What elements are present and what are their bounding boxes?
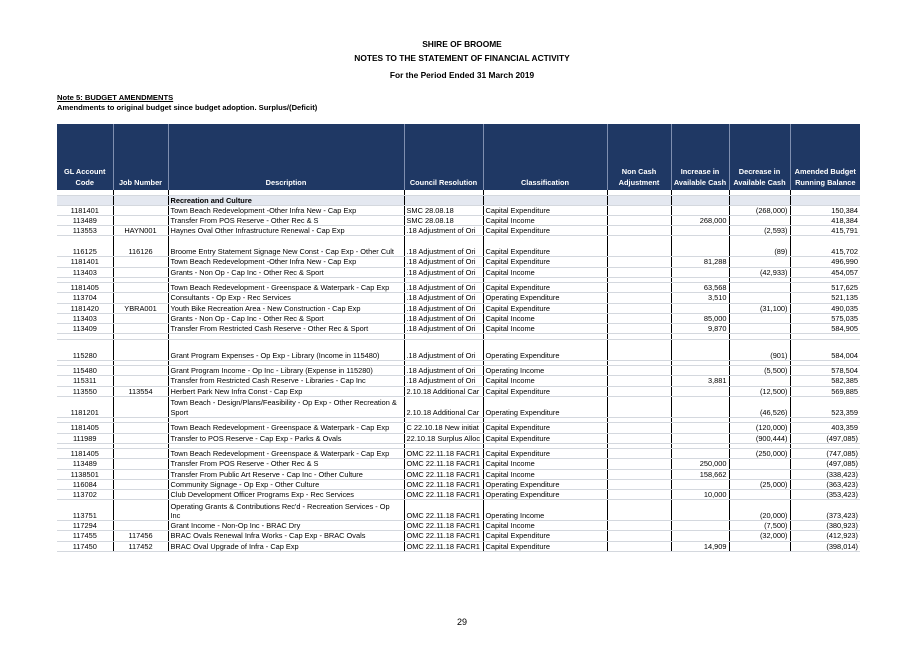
increase-cell: 3,510 — [671, 293, 729, 303]
non-cash-cell — [607, 396, 671, 417]
non-cash-cell — [607, 490, 671, 500]
balance-cell: (747,085) — [790, 449, 860, 459]
job-number-cell — [113, 396, 168, 417]
table-row — [57, 205, 860, 215]
table-row — [57, 257, 860, 267]
decrease-cell: (2,593) — [729, 226, 790, 236]
job-number-cell — [113, 459, 168, 469]
job-number-cell — [113, 376, 168, 386]
table-row — [57, 531, 860, 541]
decrease-cell: (46,526) — [729, 396, 790, 417]
table-row — [57, 339, 860, 360]
classification-cell: Operating Expenditure — [483, 479, 607, 489]
decrease-cell — [729, 490, 790, 500]
increase-cell: 158,662 — [671, 469, 729, 479]
decrease-cell — [729, 283, 790, 293]
col-description: Description — [168, 124, 404, 190]
gl-account-cell: 113403 — [57, 267, 113, 277]
non-cash-cell — [607, 236, 671, 257]
col-non-cash: Non Cash Adjustment — [607, 124, 671, 190]
balance-cell: 454,057 — [790, 267, 860, 277]
non-cash-cell — [607, 500, 671, 521]
job-number-cell — [113, 257, 168, 267]
balance-cell: 582,385 — [790, 376, 860, 386]
increase-cell — [671, 267, 729, 277]
increase-cell — [671, 396, 729, 417]
job-number-cell — [113, 313, 168, 323]
increase-cell — [671, 433, 729, 443]
decrease-cell: (31,100) — [729, 303, 790, 313]
increase-cell: 10,000 — [671, 490, 729, 500]
classification-cell: Capital Income — [483, 459, 607, 469]
council-resolution-cell: OMC 22.11.18 FACR1 — [404, 541, 483, 551]
council-resolution-cell: OMC 22.11.18 FACR1 — [404, 490, 483, 500]
description-cell: Haynes Oval Other Infrastructure Renewal - Cap Exp — [168, 226, 404, 236]
balance-cell: 575,035 — [790, 313, 860, 323]
council-resolution-cell: SMC 28.08.18 — [404, 215, 483, 225]
non-cash-cell — [607, 459, 671, 469]
job-number-cell: 117452 — [113, 541, 168, 551]
increase-cell: 268,000 — [671, 215, 729, 225]
increase-cell — [671, 531, 729, 541]
increase-cell — [671, 423, 729, 433]
balance-cell: 496,990 — [790, 257, 860, 267]
job-number-cell — [113, 433, 168, 443]
description-cell: Grants - Non Op - Cap Inc - Other Rec & Sport — [168, 313, 404, 323]
description-cell: Town Beach - Design/Plans/Feasibility - Op Exp - Other Recreation & Sport — [168, 396, 404, 417]
gl-account-cell: 113489 — [57, 215, 113, 225]
table-row — [57, 469, 860, 479]
gl-account-cell: 115480 — [57, 366, 113, 376]
table-row — [57, 386, 860, 396]
balance-cell: 569,885 — [790, 386, 860, 396]
balance-cell: 490,035 — [790, 303, 860, 313]
description-cell: Town Beach Redevelopment - Greenspace & Waterpark - Cap Exp — [168, 283, 404, 293]
balance-cell: (373,423) — [790, 500, 860, 521]
section-row — [57, 195, 860, 205]
description-cell: Transfer From POS Reserve - Other Rec & S — [168, 215, 404, 225]
classification-cell: Operating Expenditure — [483, 490, 607, 500]
non-cash-cell — [607, 541, 671, 551]
classification-cell: Capital Income — [483, 376, 607, 386]
council-resolution-cell: .18 Adjustment of Ori — [404, 366, 483, 376]
council-resolution-cell: .18 Adjustment of Ori — [404, 257, 483, 267]
job-number-cell — [113, 423, 168, 433]
description-cell: Youth Bike Recreation Area - New Construction - Cap Exp — [168, 303, 404, 313]
description-cell: Transfer From POS Reserve - Other Rec & S — [168, 459, 404, 469]
classification-cell: Operating Income — [483, 500, 607, 521]
table-row — [57, 521, 860, 531]
classification-cell: Capital Expenditure — [483, 386, 607, 396]
table-row — [57, 324, 860, 334]
decrease-cell: (7,500) — [729, 521, 790, 531]
gl-account-cell: 113403 — [57, 313, 113, 323]
classification-cell: Capital Income — [483, 521, 607, 531]
classification-cell: Operating Expenditure — [483, 396, 607, 417]
balance-cell: (353,423) — [790, 490, 860, 500]
job-number-cell — [113, 469, 168, 479]
job-number-cell — [113, 479, 168, 489]
classification-cell: Capital Expenditure — [483, 423, 607, 433]
col-classification: Classification — [483, 124, 607, 190]
note-heading-text: Note 5: BUDGET AMENDMENTS — [57, 93, 174, 102]
classification-cell: Operating Expenditure — [483, 339, 607, 360]
balance-cell: 584,905 — [790, 324, 860, 334]
council-resolution-cell: .18 Adjustment of Ori — [404, 313, 483, 323]
non-cash-cell — [607, 283, 671, 293]
job-number-cell: YBRA001 — [113, 303, 168, 313]
council-resolution-cell: .18 Adjustment of Ori — [404, 293, 483, 303]
table-row — [57, 541, 860, 551]
non-cash-cell — [607, 386, 671, 396]
increase-cell — [671, 479, 729, 489]
gl-account-cell: 1181405 — [57, 283, 113, 293]
description-cell: Town Beach Redevelopment -Other Infra New - Cap Exp — [168, 205, 404, 215]
non-cash-cell — [607, 339, 671, 360]
gl-account-cell: 1138501 — [57, 469, 113, 479]
non-cash-cell — [607, 303, 671, 313]
decrease-cell: (901) — [729, 339, 790, 360]
balance-cell: 517,625 — [790, 283, 860, 293]
council-resolution-cell: OMC 22.11.18 FACR1 — [404, 479, 483, 489]
description-cell: Grant Income - Non-Op Inc - BRAC Dry — [168, 521, 404, 531]
description-cell: Club Development Officer Programs Exp - Rec Services — [168, 490, 404, 500]
table-row — [57, 433, 860, 443]
decrease-cell: (42,933) — [729, 267, 790, 277]
gl-account-cell: 1181405 — [57, 449, 113, 459]
col-balance: Amended Budget Running Balance — [790, 124, 860, 190]
job-number-cell — [113, 205, 168, 215]
job-number-cell — [113, 521, 168, 531]
balance-cell: 150,384 — [790, 205, 860, 215]
table-header-row — [57, 124, 860, 190]
classification-cell: Capital Income — [483, 313, 607, 323]
balance-cell: 578,504 — [790, 366, 860, 376]
classification-cell: Capital Expenditure — [483, 449, 607, 459]
gl-account-cell: 113409 — [57, 324, 113, 334]
job-number-cell — [113, 283, 168, 293]
table-row — [57, 376, 860, 386]
council-resolution-cell: 2.10.18 Additional Car — [404, 386, 483, 396]
balance-cell: (363,423) — [790, 479, 860, 489]
classification-cell: Capital Expenditure — [483, 205, 607, 215]
increase-cell — [671, 449, 729, 459]
gl-account-cell: 115311 — [57, 376, 113, 386]
decrease-cell: (25,000) — [729, 479, 790, 489]
description-cell: Broome Entry Statement Signage New Const - Cap Exp - Other Cult — [168, 236, 404, 257]
increase-cell — [671, 236, 729, 257]
classification-cell: Capital Expenditure — [483, 531, 607, 541]
non-cash-cell — [607, 293, 671, 303]
gl-account-cell: 113550 — [57, 386, 113, 396]
balance-cell: 403,359 — [790, 423, 860, 433]
council-resolution-cell: .18 Adjustment of Ori — [404, 324, 483, 334]
table-row — [57, 479, 860, 489]
job-number-cell — [113, 267, 168, 277]
classification-cell: Capital Expenditure — [483, 541, 607, 551]
balance-cell: (380,923) — [790, 521, 860, 531]
council-resolution-cell: OMC 22.11.18 FACR1 — [404, 500, 483, 521]
council-resolution-cell: .18 Adjustment of Ori — [404, 376, 483, 386]
table-row — [57, 226, 860, 236]
table-row — [57, 267, 860, 277]
balance-cell: 418,384 — [790, 215, 860, 225]
non-cash-cell — [607, 257, 671, 267]
classification-cell: Capital Income — [483, 267, 607, 277]
gl-account-cell: 117294 — [57, 521, 113, 531]
table-row — [57, 313, 860, 323]
page-number: 29 — [456, 617, 467, 627]
decrease-cell: (900,444) — [729, 433, 790, 443]
description-cell: Transfer from Restricted Cash Reserve - Libraries - Cap Inc — [168, 376, 404, 386]
council-resolution-cell: OMC 22.11.18 FACR1 — [404, 469, 483, 479]
non-cash-cell — [607, 469, 671, 479]
balance-cell: 523,359 — [790, 396, 860, 417]
increase-cell: 14,909 — [671, 541, 729, 551]
description-cell: Town Beach Redevelopment - Greenspace & Waterpark - Cap Exp — [168, 423, 404, 433]
increase-cell — [671, 500, 729, 521]
non-cash-cell — [607, 423, 671, 433]
gl-account-cell: 1181401 — [57, 257, 113, 267]
increase-cell: 85,000 — [671, 313, 729, 323]
col-job-number: Job Number — [113, 124, 168, 190]
section-title: Recreation and Culture — [168, 195, 404, 205]
council-resolution-cell: C 22.10.18 New initiat — [404, 423, 483, 433]
job-number-cell: HAYN001 — [113, 226, 168, 236]
gl-account-cell: 113751 — [57, 500, 113, 521]
classification-cell: Capital Income — [483, 324, 607, 334]
non-cash-cell — [607, 226, 671, 236]
gl-account-cell: 113489 — [57, 459, 113, 469]
non-cash-cell — [607, 366, 671, 376]
council-resolution-cell: 22.10.18 Surplus Alloc — [404, 433, 483, 443]
job-number-cell: 116126 — [113, 236, 168, 257]
balance-cell: (497,085) — [790, 459, 860, 469]
gl-account-cell: 1181420 — [57, 303, 113, 313]
gl-account-cell: 117450 — [57, 541, 113, 551]
non-cash-cell — [607, 433, 671, 443]
balance-cell: (398,014) — [790, 541, 860, 551]
council-resolution-cell: 2.10.18 Additional Car — [404, 396, 483, 417]
decrease-cell — [729, 541, 790, 551]
decrease-cell: (5,500) — [729, 366, 790, 376]
council-resolution-cell: SMC 28.08.18 — [404, 205, 483, 215]
description-cell: Community Signage - Op Exp - Other Culture — [168, 479, 404, 489]
classification-cell: Operating Income — [483, 366, 607, 376]
decrease-cell: (20,000) — [729, 500, 790, 521]
council-resolution-cell: .18 Adjustment of Ori — [404, 303, 483, 313]
increase-cell: 81,288 — [671, 257, 729, 267]
balance-cell: (412,923) — [790, 531, 860, 541]
table-row — [57, 293, 860, 303]
job-number-cell — [113, 215, 168, 225]
increase-cell — [671, 303, 729, 313]
decrease-cell — [729, 215, 790, 225]
increase-cell — [671, 366, 729, 376]
col-decrease: Decrease in Available Cash — [729, 124, 790, 190]
increase-cell — [671, 226, 729, 236]
decrease-cell — [729, 313, 790, 323]
decrease-cell — [729, 459, 790, 469]
document-title: NOTES TO THE STATEMENT OF FINANCIAL ACTIVITY — [354, 53, 570, 63]
table-row — [57, 500, 860, 521]
council-resolution-cell: OMC 22.11.18 FACR1 — [404, 531, 483, 541]
gl-account-cell: 1181405 — [57, 423, 113, 433]
job-number-cell — [113, 293, 168, 303]
gl-account-cell: 116125 — [57, 236, 113, 257]
decrease-cell: (89) — [729, 236, 790, 257]
budget-amendments-table — [57, 124, 860, 552]
classification-cell: Capital Expenditure — [483, 283, 607, 293]
description-cell: Transfer to POS Reserve - Cap Exp - Parks & Ovals — [168, 433, 404, 443]
decrease-cell — [729, 324, 790, 334]
balance-cell: 415,702 — [790, 236, 860, 257]
decrease-cell: (120,000) — [729, 423, 790, 433]
job-number-cell — [113, 366, 168, 376]
period-label: For the Period Ended 31 March 2019 — [389, 70, 535, 80]
non-cash-cell — [607, 215, 671, 225]
gl-account-cell: 1181201 — [57, 396, 113, 417]
gl-account-cell: 113704 — [57, 293, 113, 303]
non-cash-cell — [607, 521, 671, 531]
job-number-cell — [113, 449, 168, 459]
table-row — [57, 236, 860, 257]
non-cash-cell — [607, 479, 671, 489]
gl-account-cell: 115280 — [57, 339, 113, 360]
balance-cell: 415,791 — [790, 226, 860, 236]
council-resolution-cell: OMC 22.11.18 FACR1 — [404, 459, 483, 469]
decrease-cell — [729, 257, 790, 267]
description-cell: Town Beach Redevelopment - Greenspace & Waterpark - Cap Exp — [168, 449, 404, 459]
classification-cell: Capital Expenditure — [483, 303, 607, 313]
decrease-cell — [729, 376, 790, 386]
job-number-cell — [113, 490, 168, 500]
description-cell: Consultants - Op Exp - Rec Services — [168, 293, 404, 303]
budget-amendments-table-container — [57, 124, 860, 552]
council-resolution-cell: OMC 22.11.18 FACR1 — [404, 521, 483, 531]
table-row — [57, 423, 860, 433]
description-cell: BRAC Oval Upgrade of Infra - Cap Exp — [168, 541, 404, 551]
increase-cell: 250,000 — [671, 459, 729, 469]
gl-account-cell: 113553 — [57, 226, 113, 236]
council-resolution-cell: OMC 22.11.18 FACR1 — [404, 449, 483, 459]
council-resolution-cell: .18 Adjustment of Ori — [404, 226, 483, 236]
non-cash-cell — [607, 267, 671, 277]
balance-cell: 521,135 — [790, 293, 860, 303]
gl-account-cell: 116084 — [57, 479, 113, 489]
balance-cell: (338,423) — [790, 469, 860, 479]
non-cash-cell — [607, 205, 671, 215]
non-cash-cell — [607, 376, 671, 386]
col-council-resolution: Council Resolution — [404, 124, 483, 190]
decrease-cell: (32,000) — [729, 531, 790, 541]
non-cash-cell — [607, 531, 671, 541]
gl-account-cell: 1181401 — [57, 205, 113, 215]
description-cell: Herbert Park New Infra Const - Cap Exp — [168, 386, 404, 396]
increase-cell: 9,870 — [671, 324, 729, 334]
job-number-cell — [113, 339, 168, 360]
non-cash-cell — [607, 313, 671, 323]
non-cash-cell — [607, 324, 671, 334]
decrease-cell: (12,500) — [729, 386, 790, 396]
org-name: SHIRE OF BROOME — [422, 39, 502, 49]
increase-cell: 63,568 — [671, 283, 729, 293]
decrease-cell — [729, 469, 790, 479]
description-cell: BRAC Ovals Renewal Infra Works - Cap Exp - BRAC Ovals — [168, 531, 404, 541]
decrease-cell: (250,000) — [729, 449, 790, 459]
note-subtitle: Amendments to original budget since budget adoption. Surplus/(Deficit) — [57, 103, 318, 112]
increase-cell — [671, 521, 729, 531]
description-cell: Grants - Non Op - Cap Inc - Other Rec & Sport — [168, 267, 404, 277]
gl-account-cell: 117455 — [57, 531, 113, 541]
table-row — [57, 459, 860, 469]
job-number-cell: 113554 — [113, 386, 168, 396]
gl-account-cell: 111989 — [57, 433, 113, 443]
description-cell: Grant Program Expenses - Op Exp - Library (Income in 115480) — [168, 339, 404, 360]
decrease-cell — [729, 293, 790, 303]
table-row — [57, 366, 860, 376]
increase-cell: 3,881 — [671, 376, 729, 386]
classification-cell: Capital Expenditure — [483, 226, 607, 236]
col-gl-account: GL Account Code — [57, 124, 113, 190]
table-body — [57, 190, 860, 551]
description-cell: Grant Program Income - Op Inc - Library (Expense in 115280) — [168, 366, 404, 376]
job-number-cell: 117456 — [113, 531, 168, 541]
increase-cell — [671, 339, 729, 360]
job-number-cell — [113, 324, 168, 334]
balance-cell: 584,004 — [790, 339, 860, 360]
council-resolution-cell: .18 Adjustment of Ori — [404, 339, 483, 360]
description-cell: Transfer From Restricted Cash Reserve - Other Rec & Sport — [168, 324, 404, 334]
col-increase: Increase in Available Cash — [671, 124, 729, 190]
council-resolution-cell: .18 Adjustment of Ori — [404, 236, 483, 257]
balance-cell: (497,085) — [790, 433, 860, 443]
description-cell: Operating Grants & Contributions Rec'd - Recreation Services - Op Inc — [168, 500, 404, 521]
classification-cell: Capital Income — [483, 215, 607, 225]
table-row — [57, 303, 860, 313]
classification-cell: Capital Expenditure — [483, 236, 607, 257]
job-number-cell — [113, 500, 168, 521]
council-resolution-cell: .18 Adjustment of Ori — [404, 267, 483, 277]
description-cell: Town Beach Redevelopment -Other Infra New - Cap Exp — [168, 257, 404, 267]
table-row — [57, 283, 860, 293]
classification-cell: Capital Expenditure — [483, 257, 607, 267]
gl-account-cell: 113702 — [57, 490, 113, 500]
description-cell: Transfer From Public Art Reserve - Cap Inc - Other Culture — [168, 469, 404, 479]
council-resolution-cell: .18 Adjustment of Ori — [404, 283, 483, 293]
classification-cell: Capital Income — [483, 469, 607, 479]
non-cash-cell — [607, 449, 671, 459]
increase-cell — [671, 386, 729, 396]
table-row — [57, 449, 860, 459]
table-row — [57, 396, 860, 417]
note-heading — [57, 93, 173, 102]
table-row — [57, 490, 860, 500]
increase-cell — [671, 205, 729, 215]
table-row — [57, 215, 860, 225]
classification-cell: Operating Expenditure — [483, 293, 607, 303]
classification-cell: Capital Expenditure — [483, 433, 607, 443]
decrease-cell: (268,000) — [729, 205, 790, 215]
